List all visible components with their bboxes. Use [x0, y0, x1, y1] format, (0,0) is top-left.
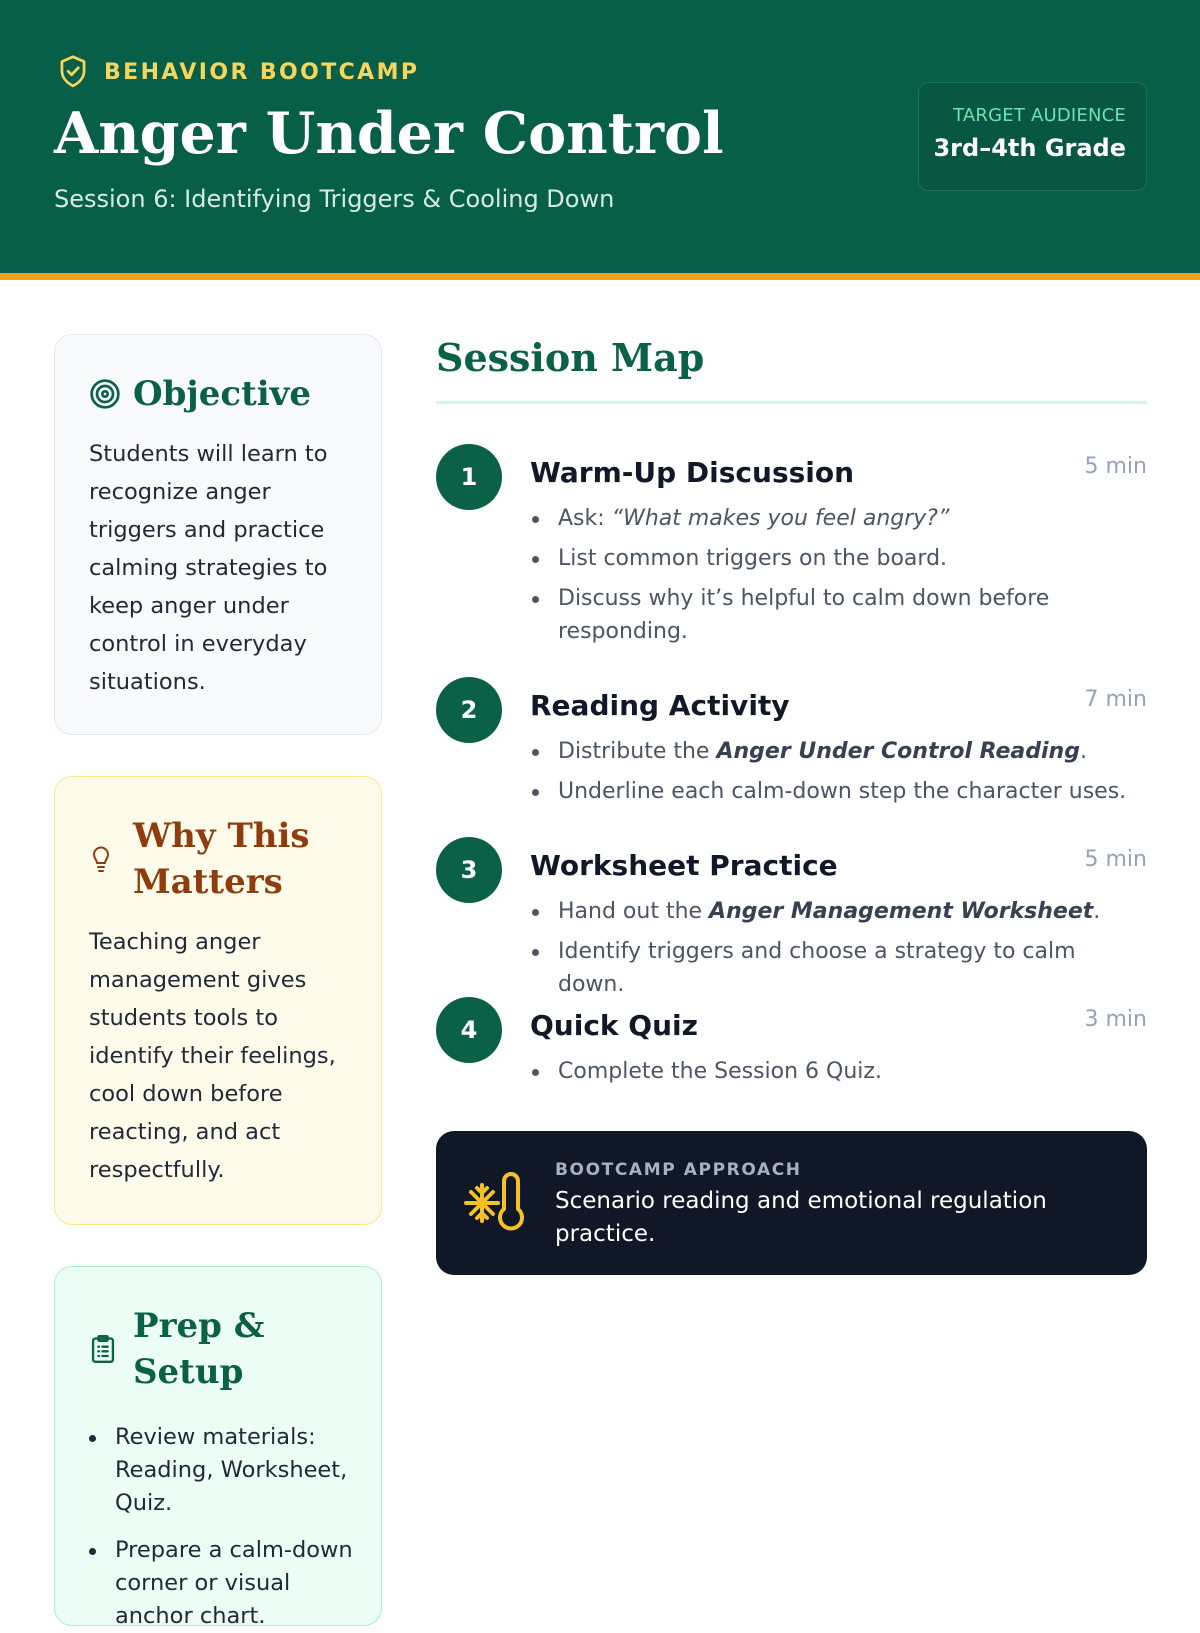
list-item: List common triggers on the board.: [530, 542, 1147, 575]
list-item: Hand out the Anger Management Worksheet.: [530, 895, 1147, 928]
why-this-matters-card: [54, 776, 382, 1225]
prep-setup-title: Prep & Setup: [133, 1306, 265, 1392]
objective-title: Objective: [133, 374, 312, 414]
why-this-matters-title: Why This Matters: [133, 816, 310, 902]
target-audience-badge: [918, 82, 1147, 191]
step-number: 2: [436, 677, 502, 743]
bootcamp-approach-callout: [436, 1131, 1147, 1275]
step-title: Quick Quiz: [530, 1009, 698, 1042]
step-bullets: [530, 735, 1147, 815]
approach-label: BOOTCAMP APPROACH: [555, 1160, 802, 1180]
objective-text: Students will learn to recognize anger triggers and practice calming strategies to keep anger under control in everyday situations.: [89, 441, 328, 695]
step-bullets: [530, 1055, 1147, 1095]
step-bullets: [530, 502, 1147, 655]
header-band: [0, 0, 1200, 280]
clipboard-icon: [89, 1333, 121, 1365]
snowflake-thermometer-icon: [464, 1171, 528, 1240]
lightbulb-icon: [89, 844, 121, 874]
step-bullets: [530, 895, 1147, 1008]
list-item: Complete the Session 6 Quiz.: [530, 1055, 1147, 1088]
page-subtitle: Session 6: Identifying Triggers & Cooling Down: [54, 185, 615, 213]
target-audience-value: 3rd–4th Grade: [933, 134, 1126, 162]
list-item: Identify triggers and choose a strategy to calm down.: [530, 935, 1147, 1001]
shield-check-icon: [56, 54, 90, 90]
objective-card: [54, 334, 382, 735]
approach-text: Scenario reading and emotional regulation practice.: [555, 1188, 1047, 1247]
step-title: Reading Activity: [530, 689, 790, 722]
page-title: Anger Under Control: [54, 100, 724, 167]
list-item: Discuss why it’s helpful to calm down before responding.: [530, 582, 1147, 648]
list-item: Distribute the Anger Under Control Reading.: [530, 735, 1147, 768]
why-this-matters-text: Teaching anger management gives students tools to identify their feelings, cool down before reacting, and act respectfully.: [89, 929, 336, 1183]
session-map-title: Session Map: [436, 335, 705, 380]
step-duration: 5 min: [1084, 454, 1147, 479]
step-number: 4: [436, 997, 502, 1063]
prep-list: [89, 1421, 361, 1633]
brand-label: BEHAVIOR BOOTCAMP: [104, 59, 420, 85]
step-duration: 3 min: [1084, 1007, 1147, 1032]
step-reading-activity: [436, 677, 1147, 817]
target-icon: [89, 378, 121, 410]
step-warm-up: [436, 444, 1147, 654]
list-item: Ask: “What makes you feel angry?”: [530, 502, 1147, 535]
step-worksheet-practice: [436, 837, 1147, 997]
divider: [436, 401, 1147, 404]
prep-setup-card: [54, 1266, 382, 1629]
step-duration: 7 min: [1084, 687, 1147, 712]
step-title: Worksheet Practice: [530, 849, 838, 882]
step-quick-quiz: [436, 997, 1147, 1097]
step-duration: 5 min: [1084, 847, 1147, 872]
prep-item: Prepare a calm-down corner or visual anchor chart.: [89, 1534, 361, 1633]
list-item: Underline each calm-down step the character uses.: [530, 775, 1147, 808]
step-title: Warm-Up Discussion: [530, 456, 855, 489]
target-audience-label: TARGET AUDIENCE: [953, 105, 1126, 126]
step-number: 1: [436, 444, 502, 510]
step-number: 3: [436, 837, 502, 903]
prep-item: Review materials: Reading, Worksheet, Quiz.: [89, 1421, 361, 1520]
brand: [56, 54, 419, 90]
